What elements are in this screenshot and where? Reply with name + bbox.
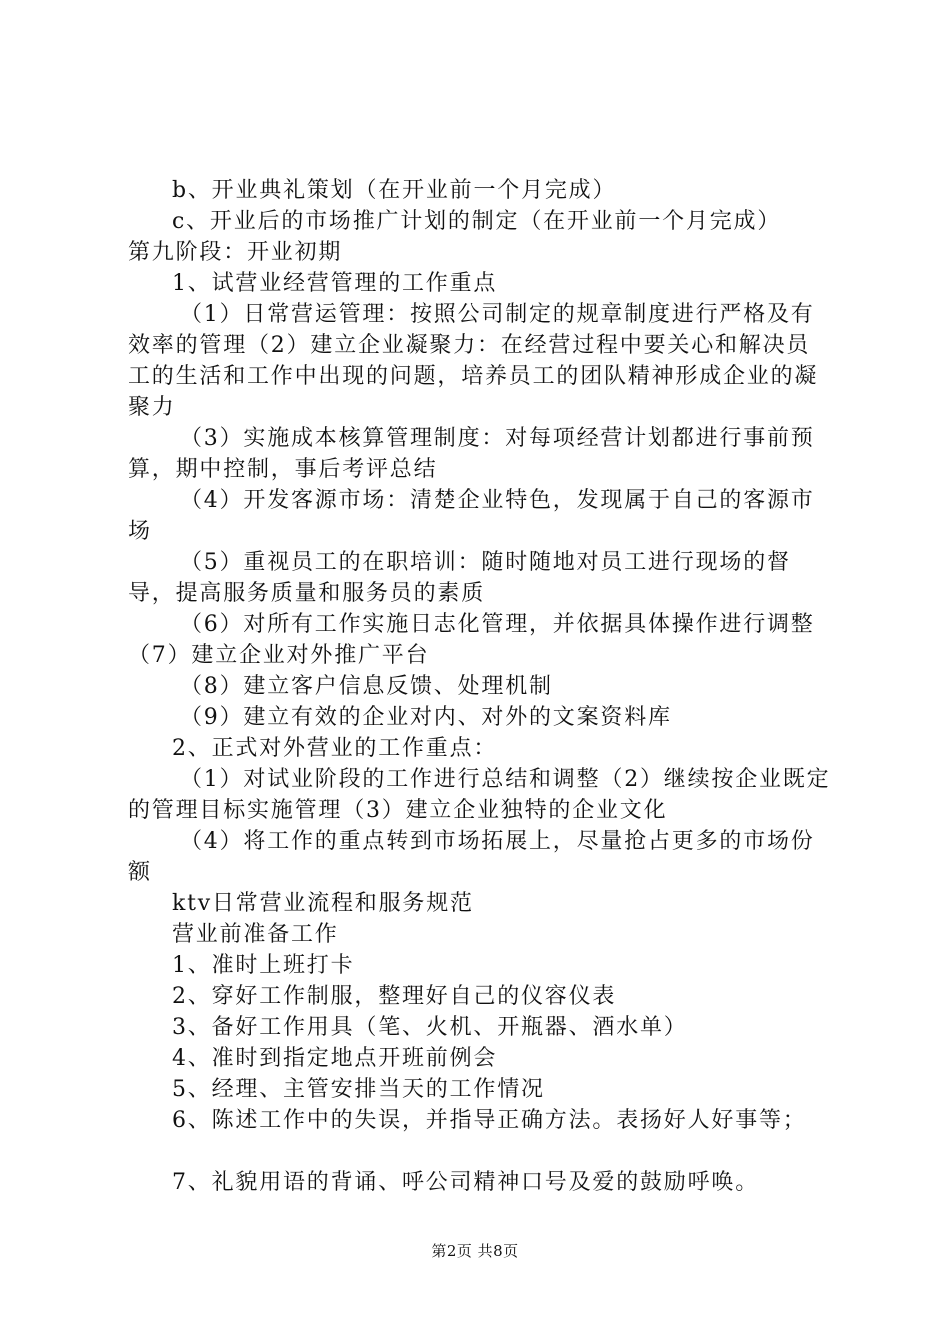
list-item-uniform: 2、穿好工作制服，整理好自己的仪容仪表 (172, 984, 617, 1009)
paragraph-item-6-7: （6）对所有工作实施日志化管理，并依据具体操作进行调整（7）建立企业对外推广平台 (128, 612, 815, 668)
line-marketing-plan: c、开业后的市场推广计划的制定（在开业前一个月完成） (172, 209, 782, 234)
paragraph-item-3: （3）实施成本核算管理制度：对每项经营计划都进行事前预算，期中控制，事后考评总结 (128, 426, 815, 482)
paragraph-item-5: （5）重视员工的在职培训：随时随地对员工进行现场的督导，提高服务质量和服务员的素质 (128, 550, 791, 606)
list-item-tools: 3、备好工作用具（笔、火机、开瓶器、酒水单） (172, 1015, 688, 1040)
list-item-clock-in: 1、准时上班打卡 (172, 953, 355, 978)
list-item-arrangement: 5、经理、主管安排当天的工作情况 (172, 1077, 545, 1102)
line-formal-operation-heading: 2、正式对外营业的工作重点： (172, 736, 498, 761)
paragraph-item-4: （4）开发客源市场：清楚企业特色，发现属于自己的客源市场 (128, 488, 815, 544)
list-item-meeting: 4、准时到指定地点开班前例会 (172, 1046, 498, 1071)
list-item-courtesy: 7、礼貌用语的背诵、呼公司精神口号及爱的鼓励呼唤。 (172, 1170, 759, 1195)
line-opening-ceremony: b、开业典礼策划（在开业前一个月完成） (172, 178, 617, 203)
paragraph-formal-items-1-3: （1）对试业阶段的工作进行总结和调整（2）继续按企业既定的管理目标实施管理（3）建立企业独特的企业文化 (128, 767, 831, 823)
paragraph-item-9: （9）建立有效的企业对内、对外的文案资料库 (180, 705, 672, 730)
line-trial-operation-heading: 1、试营业经营管理的工作重点 (172, 271, 498, 296)
paragraph-item-1-2: （1）日常营运管理：按照公司制定的规章制度进行严格及有效率的管理（2）建立企业凝聚力：在经营过程中要关心和解决员工的生活和工作中出现的问题，培养员工的团队精神形成企业的凝聚力 (128, 302, 819, 420)
list-item-review: 6、陈述工作中的失误，并指导正确方法。表扬好人好事等； (172, 1108, 807, 1133)
section-heading-stage-nine: 第九阶段：开业初期 (128, 240, 343, 265)
page-number-footer: 第2页 共8页 (431, 1242, 519, 1260)
document-body (128, 175, 833, 1198)
paragraph-item-8: （8）建立客户信息反馈、处理机制 (180, 674, 553, 699)
paragraph-formal-item-4: （4）将工作的重点转到市场拓展上，尽量抢占更多的市场份额 (128, 829, 815, 885)
line-ktv-process-title: ktv日常营业流程和服务规范 (172, 891, 474, 916)
line-pre-opening-heading: 营业前准备工作 (172, 922, 339, 947)
